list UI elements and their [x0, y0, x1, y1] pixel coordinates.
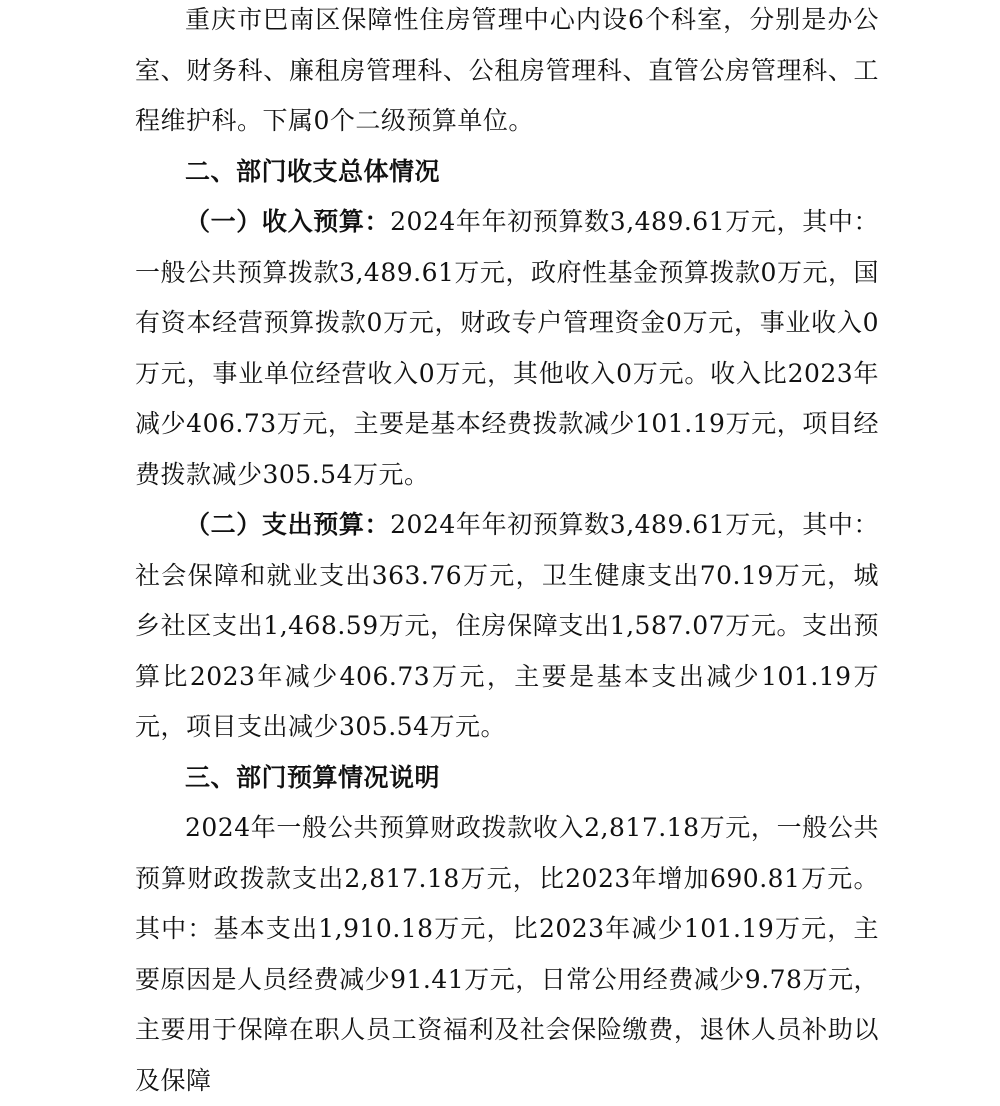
document-page: [135, 0, 879, 1106]
income-budget-label: （一）收入预算：: [185, 207, 391, 236]
paragraph-income-budget: [135, 197, 879, 500]
income-budget-text: 2024年年初预算数3,489.61万元，其中：一般公共预算拨款3,489.61万元，政府性基金预算拨款0万元，国有资本经营预算拨款0万元，财政专户管理资金0万元，事业收入0万元，事业单位经营收入0万元，其他收入0万元。收入比2023年减少406.73万元，主要是基本经费拨款减少101.19万元，项目经费拨款减少305.54万元。: [135, 207, 879, 489]
section-heading-budget-details: 三、部门预算情况说明: [185, 762, 441, 792]
expense-budget-text: 2024年年初预算数3,489.61万元，其中：社会保障和就业支出363.76万元，卫生健康支出70.19万元，城乡社区支出1,468.59万元，住房保障支出1,587.07万元。支出预算比2023年减少406.73万元，主要是基本支出减少101.19万元，项目支出减少305.54万元。: [135, 510, 879, 741]
section-heading-overall: 二、部门收支总体情况: [185, 156, 441, 186]
expense-budget-label: （二）支出预算：: [185, 510, 391, 539]
paragraph-expense-budget: [135, 500, 879, 753]
paragraph-organization: 重庆市巴南区保障性住房管理中心内设6个科室，分别是办公室、财务科、廉租房管理科、公租房管理科、直管公房管理科、工程维护科。下属0个二级预算单位。: [135, 5, 879, 135]
paragraph-general-budget: 2024年一般公共预算财政拨款收入2,817.18万元，一般公共预算财政拨款支出2,817.18万元，比2023年增加690.81万元。其中：基本支出1,910.18万元，比2023年减少101.19万元，主要原因是人员经费减少91.41万元，日常公用经费减少9.78万元，主要用于保障在职人员工资福利及社会保险缴费，退休人员补助以及保障: [135, 813, 879, 1095]
